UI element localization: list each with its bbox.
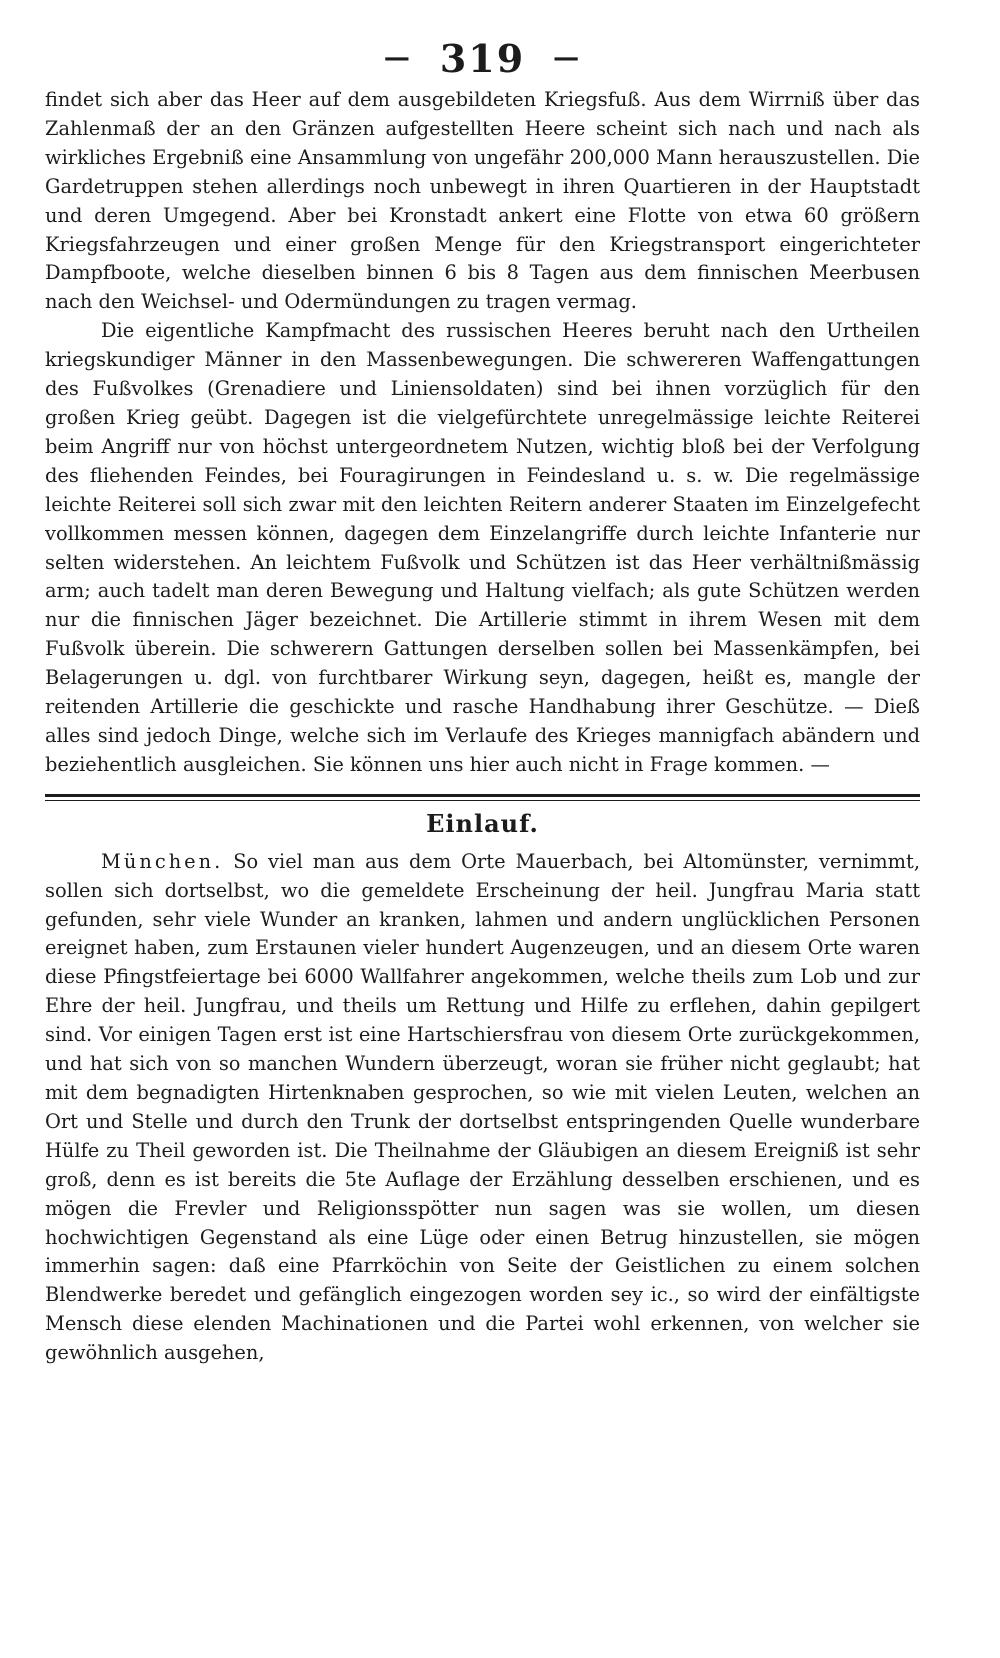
header-dash-right: —: [553, 43, 582, 73]
section-divider: [45, 794, 920, 797]
header-dash-left: —: [383, 43, 412, 73]
section-divider-thin: [45, 800, 920, 801]
section-title: Einlauf.: [426, 808, 539, 838]
section-einlauf: [45, 809, 920, 1368]
article-paragraph-1: findet sich aber das Heer auf dem ausgebildeten Kriegsfuß. Aus dem Wirrniß über das Zahlenmaß der an den Gränzen aufgestellten Heere scheint sich nach und nach als wirkliches Ergebniß eine Ansammlung von ungefähr 200,000 Mann herauszustellen. Die Gardetruppen stehen allerdings noch unbewegt in ihren Quartieren in der Hauptstadt und deren Umgegend. Aber bei Kronstadt ankert eine Flotte von etwa 60 größern Kriegsfahrzeugen und einer großen Menge für den Kriegstransport eingerichteter Dampfboote, welche dieselben binnen 6 bis 8 Tagen aus dem finnischen Meerbusen nach den Weichsel- und Odermündungen zu tragen vermag.: [45, 88, 920, 314]
news-paragraph: [45, 848, 920, 1368]
dateline-city: München.: [101, 849, 224, 873]
news-text: So viel man aus dem Orte Mauerbach, bei Altomünster, vernimmt, sollen sich dortselbst, wo die gemeldete Erscheinung der heil. Jungfrau Maria statt gefunden, sehr viele Wunder an kranken, lahmen und andern unglücklichen Personen ereignet haben, zum Erstaunen vieler hundert Augenzeugen, und an diesem Orte waren diese Pfingstfeiertage bei 6000 Wallfahrer angekommen, welche theils zum Lob und zur Ehre der heil. Jungfrau, und theils um Rettung und Hilfe zu erflehen, dahin gepilgert sind. Vor einigen Tagen erst ist eine Hartschiersfrau von diesem Orte zurückgekommen, und hat sich von so manchen Wundern überzeugt, woran sie früher nicht geglaubt; hat mit dem begnadigten Hirtenknaben gesprochen, so wie mit vielen Leuten, welchen an Ort und Stelle und durch den Trunk der dortselbst entspringenden Quelle wunderbare Hülfe zu Theil geworden ist. Die Theilnahme der Gläubigen an diesem Ereigniß ist sehr groß, denn es ist bereits die 5te Auflage der Erzählung desselben erschienen, und es mögen die Frevler und Religionsspötter nun sagen was sie wollen, um diesen hochwichtigen Gegenstand als eine Lüge oder einen Betrug hinzustellen, sie mögen immerhin sagen: daß eine Pfarrköchin von Seite der Geistlichen zu einem solchen Blendwerke beredet und gefänglich eingezogen worden sey ic., so wird der einfältigste Mensch diese elenden Machinationen und die Partei wohl erkennen, von welcher sie gewöhnlich ausgehen,: [45, 849, 920, 1365]
page-header: [45, 30, 920, 86]
page-number: 319: [439, 35, 526, 81]
article-russian-army: [45, 86, 920, 780]
article-paragraph-2: Die eigentliche Kampfmacht des russischen Heeres beruht nach den Urtheilen kriegskundiger Männer in den Massenbewegungen. Die schwereren Waffengattungen des Fußvolkes (Grenadiere und Liniensoldaten) sind bei ihnen vorzüglich für den großen Krieg geübt. Dagegen ist die vielgefürchtete unregelmässige leichte Reiterei beim Angriff nur von höchst untergeordnetem Nutzen, wichtig bloß bei der Verfolgung des fliehenden Feindes, bei Fouragirungen in Feindesland u. s. w. Die regelmässige leichte Reiterei soll sich zwar mit den leichten Reitern anderer Staaten im Einzelgefecht vollkommen messen können, dagegen dem Einzelangriffe durch leichte Infanterie nur selten widerstehen. An leichtem Fußvolk und Schützen ist das Heer verhältnißmässig arm; auch tadelt man deren Bewegung und Haltung vielfach; als gute Schützen werden nur die finnischen Jäger bezeichnet. Die Artillerie stimmt in ihrem Wesen mit dem Fußvolk überein. Die schwerern Gattungen derselben sollen bei Massenkämpfen, bei Belagerungen u. dgl. von furchtbarer Wirkung seyn, dagegen, heißt es, mangle der reitenden Artillerie die geschickte und rasche Handhabung ihrer Geschütze. — Dieß alles sind jedoch Dinge, welche sich im Verlaufe des Krieges mannigfach abändern und beziehentlich ausgleichen. Sie können uns hier auch nicht in Frage kommen. —: [45, 319, 920, 776]
